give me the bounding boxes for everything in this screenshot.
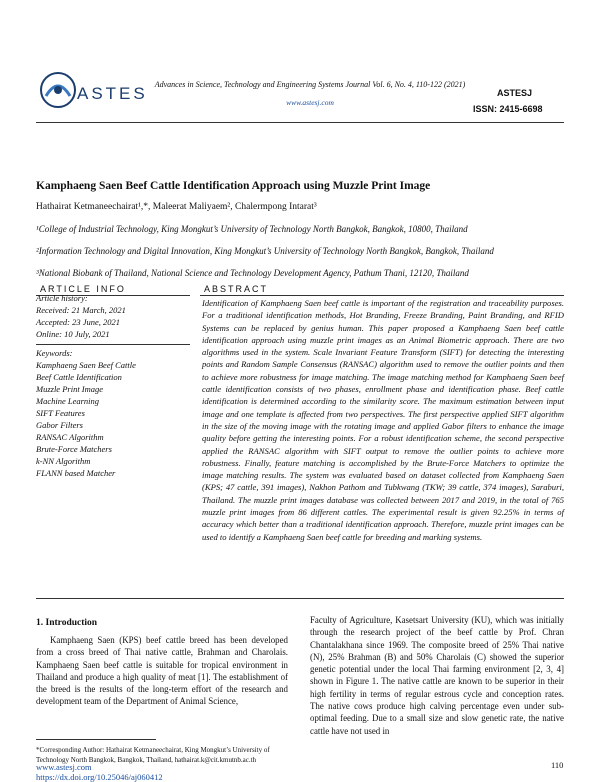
keyword: Gabor Filters (36, 420, 83, 430)
accepted-date: Accepted: 23 June, 2021 (36, 317, 121, 327)
intro-right-column: Faculty of Agriculture, Kasetsart University (KU), which was initially through the research project of the beef cattle by Prof. Chran Chantalakhana since 1969. The composite breed of 25% Thai native (N), 25% Brahman (B) and 50% Charolais (C) showed the superior genetic potential under the local Thai farming environment [2, 3, 4] shown in Figure 1. The native cattle are known to be superior in their high fertility in terms of regular estrous cycle and conception rates. The native cows produce high calving percentage even under sub-optimal feeding. Due to a small size and slow genetic rate, the native cattle have not used in (310, 615, 564, 736)
abstract-divider-bottom (36, 598, 564, 599)
keywords-label: Keywords: (36, 344, 190, 359)
paper-title: Kamphaeng Saen Beef Cattle Identification Approach using Muzzle Print Image (36, 180, 431, 192)
issn: ISSN: 2415-6698 (473, 104, 543, 114)
keyword: Muzzle Print Image (36, 384, 104, 394)
abstract-divider-top (200, 295, 564, 296)
keyword: Kamphaeng Saen Beef Cattle (36, 360, 136, 370)
article-info (36, 292, 190, 479)
keyword: Beef Cattle Identification (36, 372, 122, 382)
keyword: RANSAC Algorithm (36, 432, 104, 442)
intro-heading: 1. Introduction (36, 618, 98, 628)
keyword: FLANN based Matcher (36, 468, 116, 478)
affiliation-1: ¹College of Industrial Technology, King Mongkut’s University of Technology North Bangkok, Bangkok, 10800, Thailand (36, 224, 468, 234)
footnote-divider (36, 739, 156, 740)
history-label: Article history: (36, 293, 88, 303)
keyword: Brute-Force Matchers (36, 444, 112, 454)
page-number: 110 (551, 760, 564, 770)
journal-line: Advances in Science, Technology and Engineering Systems Journal Vol. 6, No. 4, 110-122 (2021) (154, 80, 466, 89)
keyword: Machine Learning (36, 396, 100, 406)
paper-authors: Hathairat Ketmaneechairat¹,*, Maleerat Maliyaem², Chalermpong Intarat³ (36, 202, 317, 212)
journal-abbrev: ASTESJ (497, 88, 533, 98)
affiliation-2: ²Information Technology and Digital Innovation, King Mongkut’s University of Technology North Bangkok, Bangkok, Thailand (36, 246, 494, 256)
online-date: Online: 10 July, 2021 (36, 329, 110, 339)
article-info-heading: ARTICLE INFO (40, 284, 126, 294)
journal-site-link[interactable]: www.astesj.com (286, 98, 334, 107)
footer-site-link[interactable]: www.astesj.com (36, 762, 92, 772)
doi-link[interactable]: https://dx.doi.org/10.25046/aj060412 (36, 772, 163, 782)
logo-text: ASTES (77, 84, 148, 103)
keyword: k-NN Algorithm (36, 456, 91, 466)
corresponding-author: *Corresponding Author: Hathairat Ketmaneechairat, King Mongkut’s University of Technology North Bangkok, Bangkok, Thailand, hathairat.k@cit.kmutnb.ac.th (36, 746, 270, 764)
abstract-text: Identification of Kamphaeng Saen beef cattle is important of the registration and traceability purposes. For a traditional identification methods, Hot Branding, Freeze Branding, Paint Branding, and RFID Systems can be replaced by genius human. This paper proposed a Kamphaeng Saen beef cattle identification approach using muzzle print images as an Animal Biometric approach. There are two algorithms used in the system. Scale Invariant Feature Transform (SIFT) for detecting the interesting points and Random Sample Consensus (RANSAC) algorithm used to remove the outlier points and then to achieve more robustness for image matching. The image matching method for Kamphaeng Saen beef cattle identification consists of two phases, enrollment phase and identification phase. Beef cattle identification is determined according to the similarity score. The maximum estimation between input image and one template is affected from two perspectives. The first perspective applied SIFT algorithm in the size of the moving image with the rotating image and applied Gabor filters to enhance the image quality before getting the interesting points. For a robust identification scheme, the second perspective applied the RANSAC algorithm with SIFT output to remove the outlier points to achieve more robustness. Finally, feature matching is accomplished by the Brute-Force Matchers to optimize the image matching results. The system was evaluated based on dataset collected from Kamphaeng Saen (KPS; 47 cattle, 391 images), Nakhon Pathom and Tubkwang (TKW; 39 cattle, 374 images), Saraburi, Thailand. The muzzle print images database was collected between 2017 and 2019, in the total of 765 muzzle print images from 86 different cattles. The experimental result is given 92.25% in terms of accuracy which better than a traditional identification approach. Therefore, muzzle print images can be used to identify a Kamphaeng Saen beef cattle for breeding and marking systems. (202, 298, 564, 542)
abstract-heading: ABSTRACT (204, 284, 269, 294)
astes-logo-icon (38, 70, 78, 110)
intro-left-column: Kamphaeng Saen (KPS) beef cattle breed has been developed from a cross breed of Thai native cattle, Brahman and Charolais. Kamphaeng Saen beef cattle is suitable for tropical environment in Thailand and produce a high quality of meat [1]. The establishment of the breed is the results of the long-term effort of the research and development team of the Department of Animal Science, (36, 635, 288, 707)
keyword: SIFT Features (36, 408, 85, 418)
received-date: Received: 21 March, 2021 (36, 305, 126, 315)
affiliation-3: ³National Biobank of Thailand, National Science and Technology Development Agency, Pathum Thani, 12120, Thailand (36, 268, 469, 278)
header-divider (36, 122, 564, 123)
